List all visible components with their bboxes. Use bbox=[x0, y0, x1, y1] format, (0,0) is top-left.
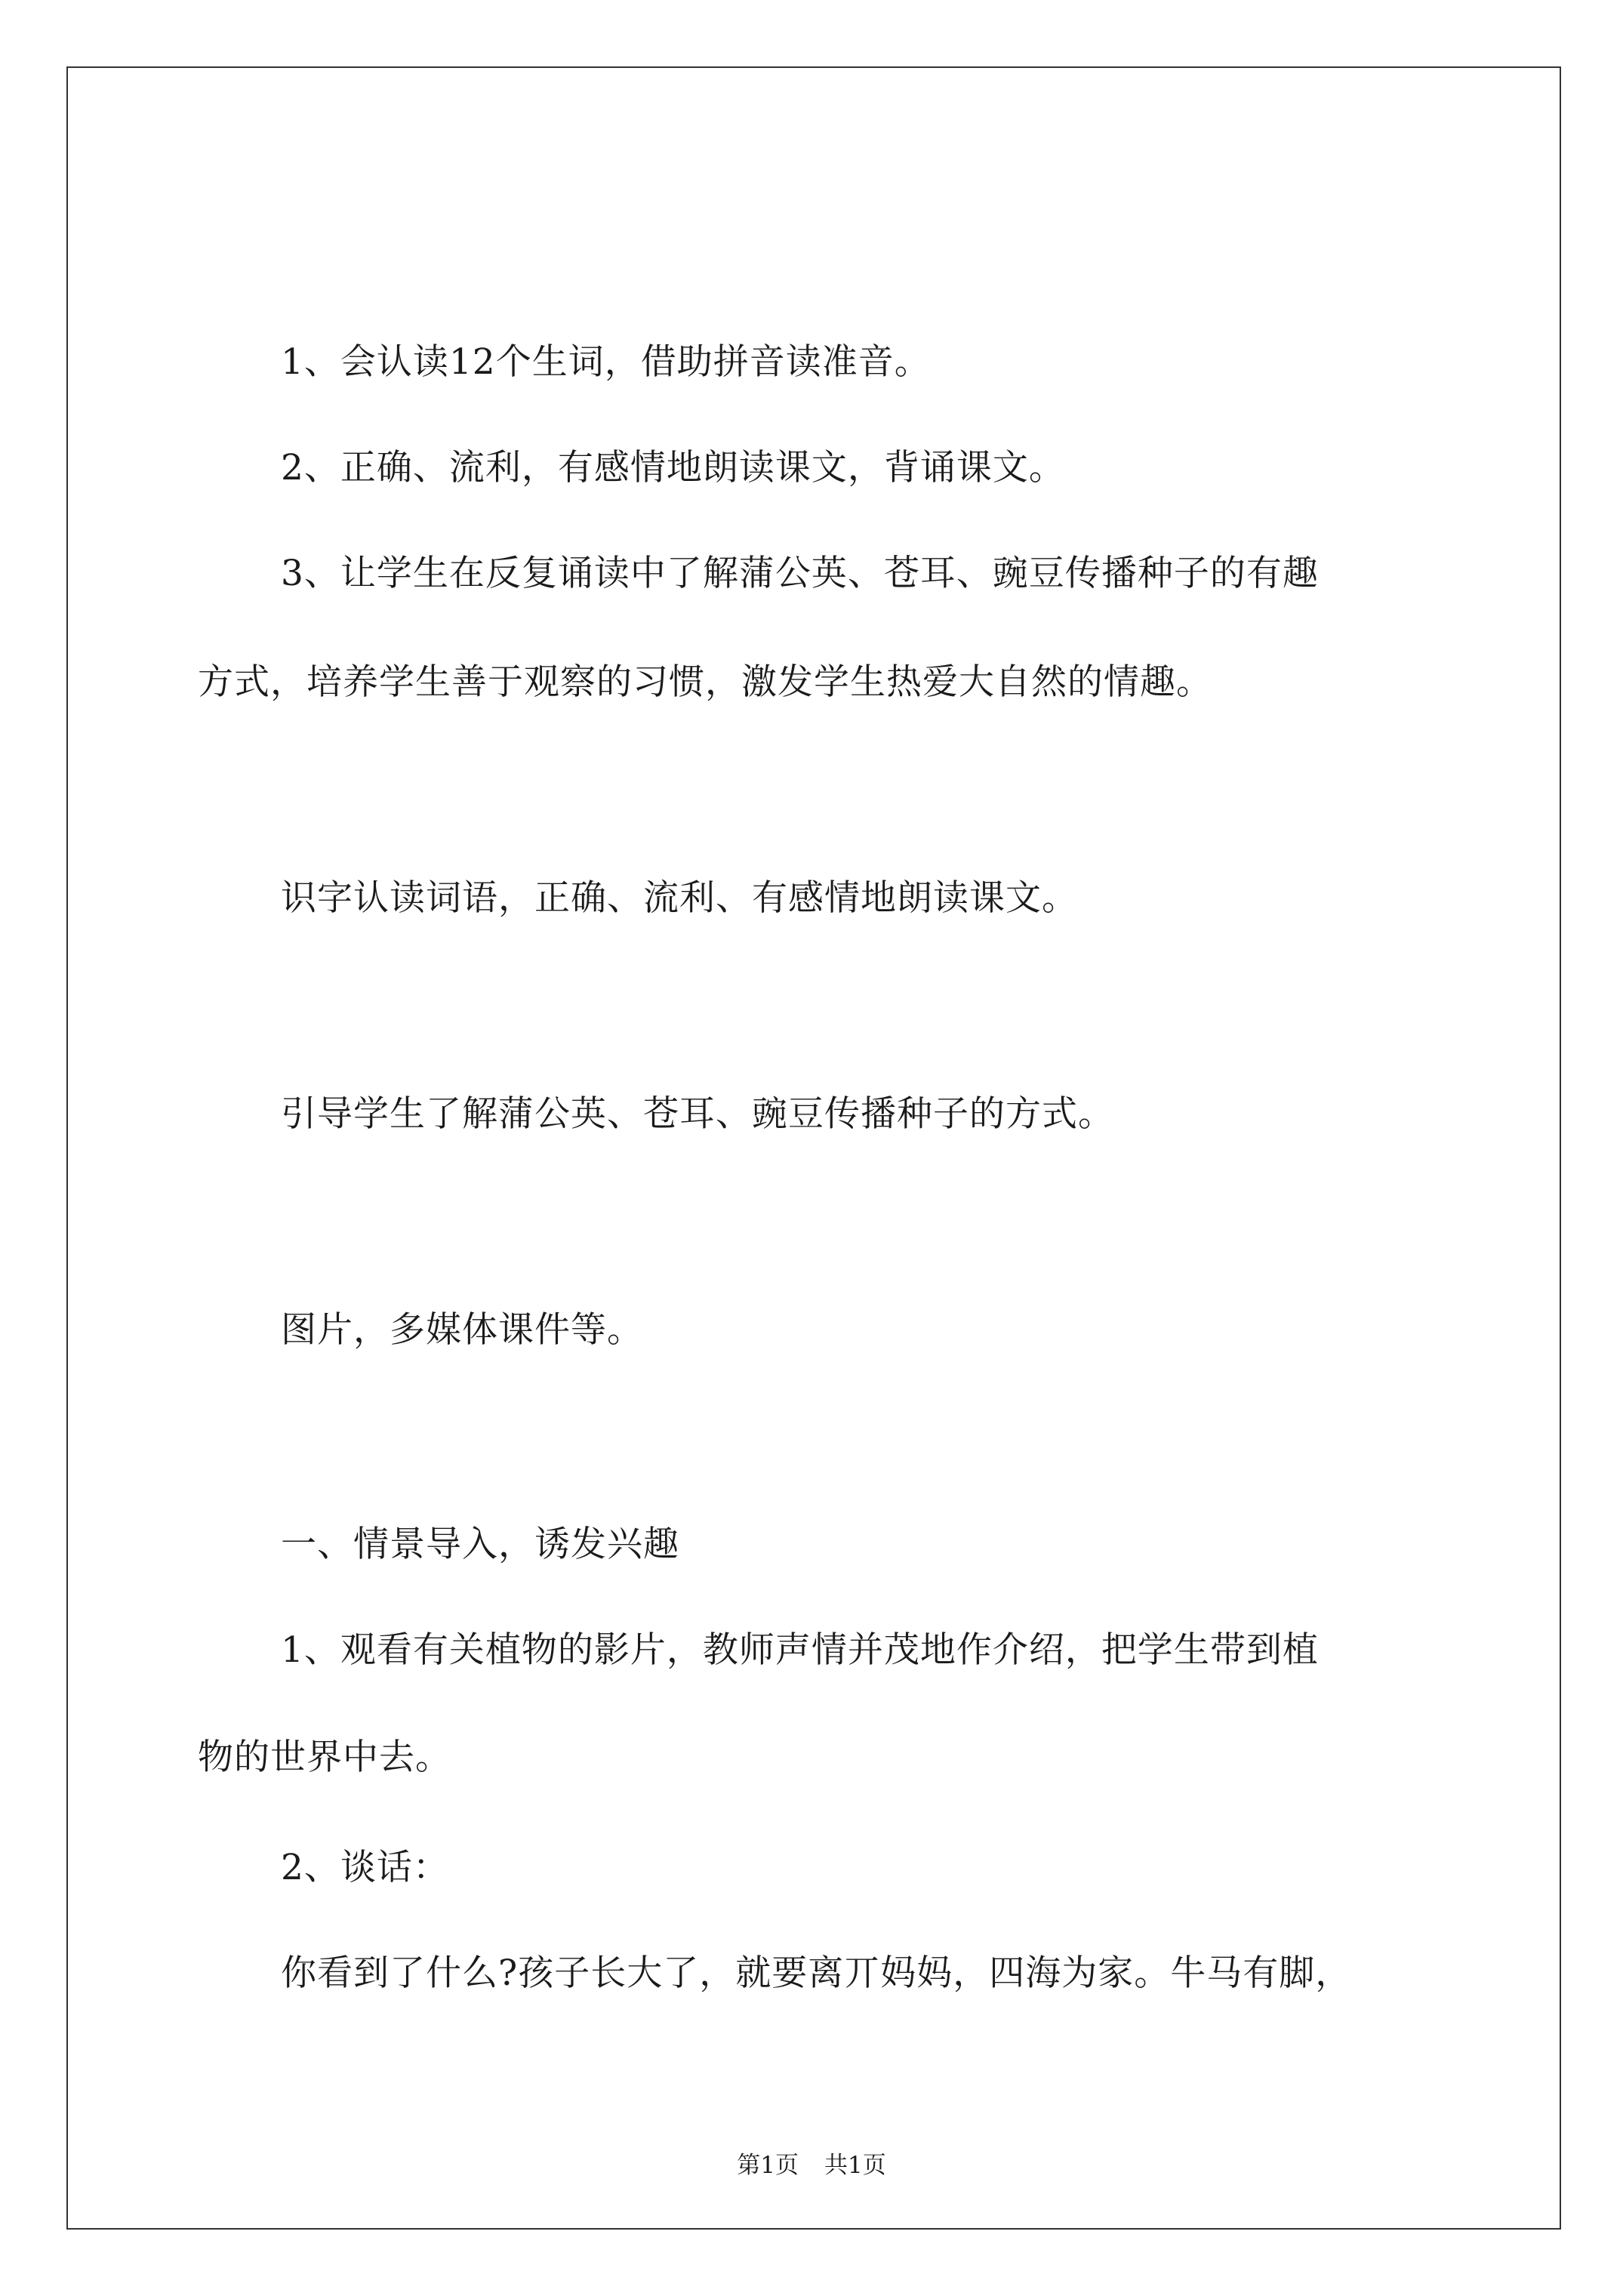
page-number-current: 第1页 bbox=[737, 2152, 799, 2179]
page-footer bbox=[0, 2150, 1623, 2180]
page-number-total: 共1页 bbox=[824, 2152, 886, 2179]
objective-1: 1、会认读12个生词，借助拼音读准音。 bbox=[281, 341, 931, 383]
key-point: 识字认读词语，正确、流利、有感情地朗读课文。 bbox=[281, 877, 1078, 919]
step-2: 2、谈话： bbox=[281, 1847, 449, 1888]
objective-3-line-1: 3、让学生在反复诵读中了解蒲公英、苍耳、豌豆传播种子的有趣 bbox=[281, 553, 1319, 594]
objective-2: 2、正确、流利，有感情地朗读课文，背诵课文。 bbox=[281, 447, 1065, 488]
step-1-line-1: 1、观看有关植物的影片，教师声情并茂地作介绍，把学生带到植 bbox=[281, 1629, 1319, 1671]
page-border bbox=[66, 66, 1561, 2230]
objective-3-line-2: 方式，培养学生善于观察的习惯，激发学生热爱大自然的情趣。 bbox=[198, 661, 1212, 703]
difficult-point: 引导学生了解蒲公英、苍耳、豌豆传播种子的方式。 bbox=[281, 1093, 1114, 1135]
section-heading-1: 一、情景导入，诱发兴趣 bbox=[281, 1524, 679, 1565]
dialogue-line: 你看到了什么?孩子长大了，就要离丌妈妈，四海为家。牛马有脚， bbox=[281, 1952, 1352, 1994]
step-1-line-2: 物的世界中去。 bbox=[198, 1737, 451, 1778]
teaching-materials: 图片，多媒体课件等。 bbox=[281, 1309, 643, 1351]
